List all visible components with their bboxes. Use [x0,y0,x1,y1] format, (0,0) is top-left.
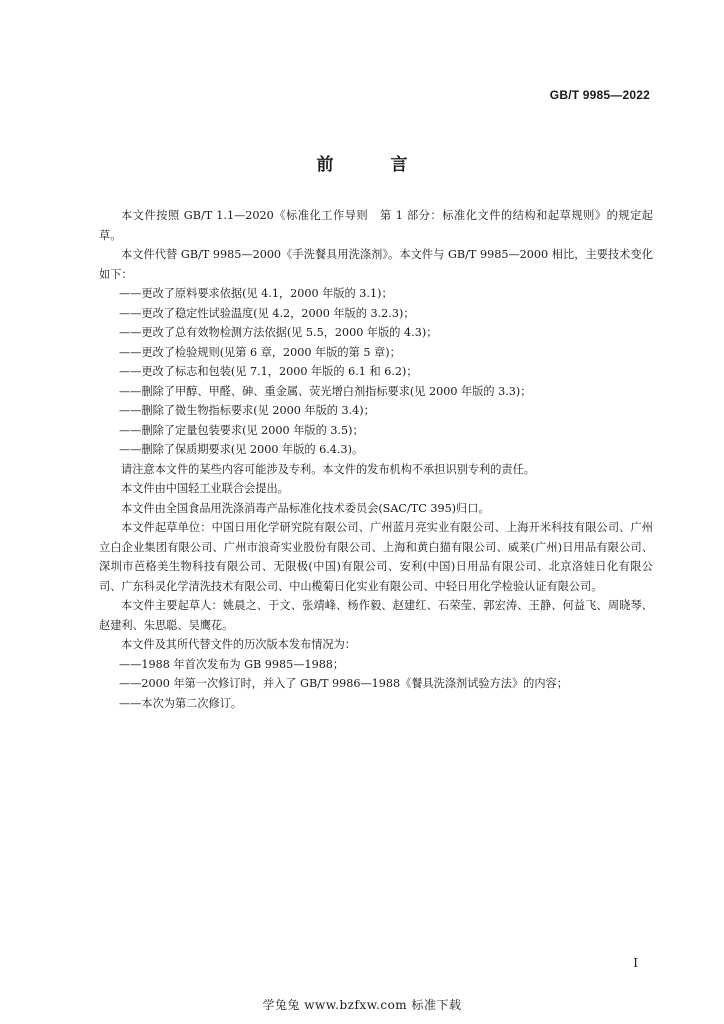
paragraph-drafting-rules: 本文件按照 GB/T 1.1—2020《标准化工作导则 第 1 部分：标准化文件的结构和起草规则》的规定起草。 [99,209,653,242]
page-title: 前 言 [316,155,428,175]
paragraph-drafting-units: 本文件起草单位：中国日用化学研究院有限公司、广州蓝月亮实业有限公司、上海开米科技有限公司、广州立白企业集团有限公司、广州市浪奇实业股份有限公司、上海和黄白猫有限公司、威莱(广州)日用品有限公司、深圳市芭格美生物科技有限公司、无限极(中国)有限公司、安利(中国)日用品有限公司、北京洛娃日化有限公司、广东科灵化学清洗技术有限公司、中山榄菊日化实业有限公司、中轻日用化学检验认证有限公司。 [99,521,653,593]
list-item: ——删除了定量包装要求(见 2000 年版的 3.5)； [119,423,364,437]
paragraph-proposed-by: 本文件由中国轻工业联合会提出。 [121,482,289,495]
paragraph-drafters: 本文件主要起草人：姚晨之、于文、张靖峰、杨作毅、赵建红、石荣莹、郭宏涛、王静、何益飞、周晓琴、赵建利、朱思聪、吴鹰花。 [99,599,653,632]
list-item: ——删除了甲醇、甲醛、砷、重金属、荧光增白剂指标要求(见 2000 年版的 3.3)； [119,384,532,398]
list-item: ——更改了检验规则(见第 6 章，2000 年版的第 5 章)； [119,345,401,359]
paragraph-history-intro: 本文件及其所代替文件的历次版本发布情况为： [121,638,356,651]
foreword-body [99,206,653,713]
list-item: ——2000 年第一次修订时，并入了 GB/T 9986—1988《餐具洗涤剂试验方法》的内容； [119,677,568,690]
paragraph-patent-notice: 请注意本文件的某些内容可能涉及专利。本文件的发布机构不承担识别专利的责任。 [121,462,535,476]
list-item: ——更改了总有效物检测方法依据(见 5.5，2000 年版的 4.3)； [119,326,438,339]
list-item: ——更改了稳定性试验温度(见 4.2，2000 年版的 3.2.3)； [119,306,415,320]
list-item: ——更改了原料要求依据(见 4.1，2000 年版的 3.1)； [119,287,393,300]
standard-code: GB/T 9985—2022 [549,88,650,102]
page-number: I [633,956,638,970]
paragraph-replacement: 本文件代替 GB/T 9985—2000《手洗餐具用洗涤剂》。本文件与 GB/T 9985—2000 相比，主要技术变化如下： [99,248,653,281]
list-item: ——更改了标志和包装(见 7.1，2000 年版的 6.1 和 6.2)； [119,365,418,378]
footer-watermark: 学兔兔 www.bzfxw.com 标准下载 [262,998,462,1012]
list-item: ——删除了保质期要求(见 2000 年版的 6.4.3)。 [119,443,364,456]
changes-list [99,284,653,460]
history-list [99,655,653,714]
list-item: ——1988 年首次发布为 GB 9985—1988； [119,657,345,671]
list-item: ——本次为第二次修订。 [119,696,243,710]
paragraph-committee: 本文件由全国食品用洗涤消毒产品标准化技术委员会(SAC/TC 395)归口。 [121,501,490,515]
list-item: ——删除了微生物指标要求(见 2000 年版的 3.4)； [119,404,375,417]
